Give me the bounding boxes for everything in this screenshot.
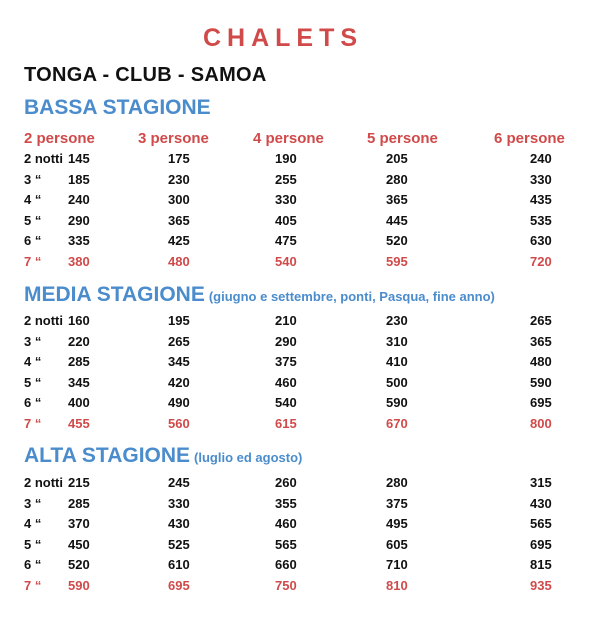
- price-cell: 280: [386, 475, 408, 490]
- price-cell: 535: [530, 212, 552, 228]
- price-cell: 670: [386, 416, 408, 431]
- season-name: ALTA STAGIONE: [24, 444, 191, 467]
- price-cell: 175: [168, 151, 190, 166]
- header-5-persone: 5 persone: [367, 130, 438, 147]
- price-cell: 145: [68, 151, 90, 166]
- price-cell: 210: [275, 313, 297, 328]
- price-cell: 560: [168, 416, 190, 431]
- price-cell: 245: [168, 475, 190, 490]
- price-cell: 370: [68, 516, 90, 532]
- price-cell: 405: [275, 212, 297, 228]
- price-cell: 500: [386, 374, 408, 390]
- price-cell: 240: [68, 192, 90, 208]
- table-row: [0, 537, 606, 557]
- price-cell: 160: [68, 313, 90, 328]
- header-2-persone: 2 persone: [24, 130, 95, 147]
- price-cell: 230: [386, 313, 408, 328]
- price-cell: 195: [168, 313, 190, 328]
- header-6-persone: 6 persone: [494, 130, 565, 147]
- price-cell: 475: [275, 233, 297, 249]
- price-cell: 260: [275, 475, 297, 490]
- price-cell: 410: [386, 354, 408, 370]
- price-cell: 935: [530, 578, 552, 593]
- season-title: [24, 444, 302, 468]
- price-cell: 695: [530, 395, 552, 411]
- nights-label: 3 “: [24, 333, 42, 349]
- price-cell: 290: [275, 333, 297, 349]
- nights-label: 3 “: [24, 171, 42, 187]
- table-row: [0, 496, 606, 516]
- nights-label: 2 notti: [24, 475, 63, 490]
- price-cell: 520: [68, 557, 90, 573]
- table-row: [0, 192, 606, 212]
- price-cell: 430: [168, 516, 190, 532]
- season-title: [24, 96, 211, 120]
- nights-label: 5 “: [24, 212, 42, 228]
- price-cell: 365: [168, 212, 190, 228]
- price-cell: 365: [530, 333, 552, 349]
- price-cell: 480: [530, 354, 552, 370]
- price-cell: 590: [68, 578, 90, 593]
- price-cell: 460: [275, 374, 297, 390]
- price-cell: 810: [386, 578, 408, 593]
- table-row: [0, 254, 606, 274]
- price-cell: 400: [68, 395, 90, 411]
- nights-label: 4 “: [24, 192, 42, 208]
- table-row: [0, 375, 606, 395]
- price-cell: 365: [386, 192, 408, 208]
- season-title: [24, 283, 495, 307]
- table-row: [0, 334, 606, 354]
- price-cell: 590: [386, 395, 408, 411]
- price-cell: 610: [168, 557, 190, 573]
- nights-label: 6 “: [24, 233, 42, 249]
- price-cell: 375: [275, 354, 297, 370]
- price-cell: 205: [386, 151, 408, 166]
- table-row: [0, 213, 606, 233]
- season-name: MEDIA STAGIONE: [24, 283, 205, 306]
- nights-label: 4 “: [24, 516, 42, 532]
- price-cell: 265: [168, 333, 190, 349]
- price-cell: 750: [275, 578, 297, 593]
- page-title: CHALETS: [202, 24, 364, 52]
- nights-label: 7 “: [24, 578, 42, 593]
- price-cell: 355: [275, 495, 297, 511]
- nights-label: 7 “: [24, 416, 42, 431]
- price-cell: 375: [386, 495, 408, 511]
- price-cell: 220: [68, 333, 90, 349]
- price-cell: 280: [386, 171, 408, 187]
- price-cell: 380: [68, 254, 90, 269]
- page-subtitle: TONGA - CLUB - SAMOA: [24, 64, 267, 86]
- price-cell: 345: [168, 354, 190, 370]
- table-row: [0, 313, 606, 333]
- price-cell: 540: [275, 395, 297, 411]
- price-cell: 445: [386, 212, 408, 228]
- price-cell: 345: [68, 374, 90, 390]
- price-cell: 315: [530, 475, 552, 490]
- price-cell: 285: [68, 495, 90, 511]
- price-cell: 630: [530, 233, 552, 249]
- nights-label: 5 “: [24, 536, 42, 552]
- season-name: BASSA STAGIONE: [24, 96, 211, 119]
- price-cell: 710: [386, 557, 408, 573]
- season-note: (luglio ed agosto): [194, 450, 303, 465]
- table-row: [0, 172, 606, 192]
- price-cell: 565: [275, 536, 297, 552]
- price-cell: 480: [168, 254, 190, 269]
- price-cell: 215: [68, 475, 90, 490]
- price-cell: 460: [275, 516, 297, 532]
- price-cell: 565: [530, 516, 552, 532]
- table-row: [0, 475, 606, 495]
- price-cell: 695: [530, 536, 552, 552]
- price-cell: 695: [168, 578, 190, 593]
- price-cell: 660: [275, 557, 297, 573]
- price-cell: 815: [530, 557, 552, 573]
- nights-label: 4 “: [24, 354, 42, 370]
- price-cell: 595: [386, 254, 408, 269]
- header-3-persone: 3 persone: [138, 130, 209, 147]
- price-cell: 330: [275, 192, 297, 208]
- table-row: [0, 233, 606, 253]
- price-cell: 490: [168, 395, 190, 411]
- nights-label: 6 “: [24, 557, 42, 573]
- table-row: [0, 516, 606, 536]
- nights-label: 5 “: [24, 374, 42, 390]
- price-cell: 300: [168, 192, 190, 208]
- price-cell: 265: [530, 313, 552, 328]
- price-cell: 290: [68, 212, 90, 228]
- nights-label: 7 “: [24, 254, 42, 269]
- price-cell: 430: [530, 495, 552, 511]
- price-cell: 330: [168, 495, 190, 511]
- price-cell: 590: [530, 374, 552, 390]
- price-cell: 310: [386, 333, 408, 349]
- nights-label: 2 notti: [24, 151, 63, 166]
- price-cell: 190: [275, 151, 297, 166]
- price-cell: 540: [275, 254, 297, 269]
- nights-label: 2 notti: [24, 313, 63, 328]
- price-cell: 420: [168, 374, 190, 390]
- table-row: [0, 578, 606, 598]
- price-cell: 330: [530, 171, 552, 187]
- price-cell: 455: [68, 416, 90, 431]
- price-cell: 425: [168, 233, 190, 249]
- header-4-persone: 4 persone: [253, 130, 324, 147]
- price-cell: 615: [275, 416, 297, 431]
- table-row: [0, 395, 606, 415]
- price-cell: 800: [530, 416, 552, 431]
- nights-label: 6 “: [24, 395, 42, 411]
- price-cell: 240: [530, 151, 552, 166]
- price-cell: 255: [275, 171, 297, 187]
- price-cell: 335: [68, 233, 90, 249]
- price-cell: 450: [68, 536, 90, 552]
- price-cell: 285: [68, 354, 90, 370]
- price-cell: 435: [530, 192, 552, 208]
- price-cell: 230: [168, 171, 190, 187]
- table-row: [0, 416, 606, 436]
- price-cell: 720: [530, 254, 552, 269]
- price-cell: 605: [386, 536, 408, 552]
- price-cell: 185: [68, 171, 90, 187]
- nights-label: 3 “: [24, 495, 42, 511]
- table-row: [0, 151, 606, 171]
- season-note: (giugno e settembre, ponti, Pasqua, fine anno): [208, 289, 495, 304]
- table-row: [0, 354, 606, 374]
- price-cell: 520: [386, 233, 408, 249]
- price-cell: 495: [386, 516, 408, 532]
- table-row: [0, 557, 606, 577]
- price-cell: 525: [168, 536, 190, 552]
